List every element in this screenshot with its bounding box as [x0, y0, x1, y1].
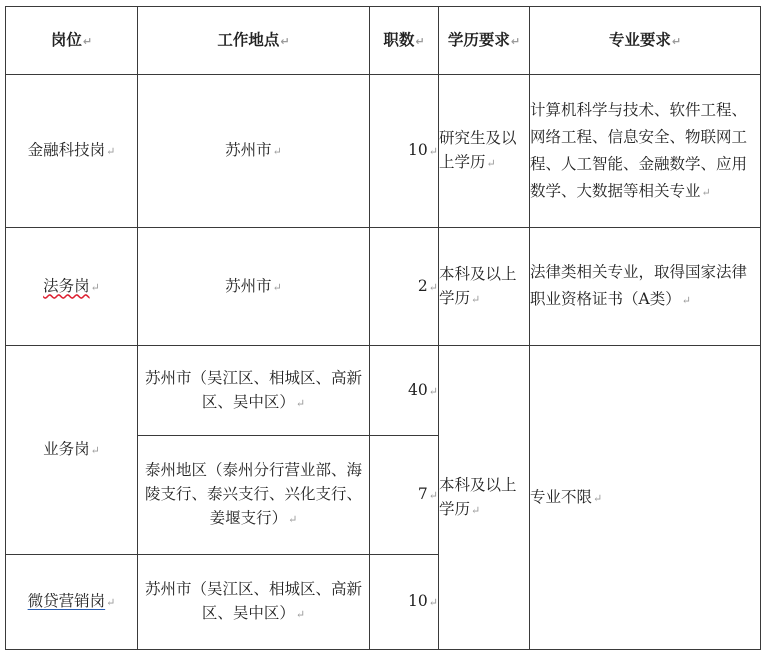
- cell-count: 7↵: [370, 436, 439, 555]
- paragraph-mark: ↵: [593, 491, 603, 505]
- paragraph-mark: ↵: [90, 444, 100, 457]
- recruitment-table: [5, 6, 761, 650]
- paragraph-mark: ↵: [415, 34, 425, 48]
- cell-location: 苏州市↵: [138, 228, 370, 346]
- paragraph-mark: ↵: [428, 145, 438, 158]
- cell-count: 40↵: [370, 346, 439, 436]
- cell-major: 专业不限↵: [530, 346, 761, 650]
- cell-position: 法务岗↵: [6, 228, 138, 346]
- cell-major: 法律类相关专业，取得国家法律职业资格证书（A类）↵: [530, 228, 761, 346]
- paragraph-mark: ↵: [510, 34, 521, 48]
- table-row: [6, 346, 761, 436]
- paragraph-mark: ↵: [428, 384, 438, 398]
- header-location: 工作地点↵: [138, 7, 370, 75]
- header-education: 学历要求↵: [439, 7, 530, 75]
- paragraph-mark: ↵: [106, 596, 116, 609]
- table-row: [6, 75, 761, 228]
- paragraph-mark: ↵: [701, 185, 711, 199]
- table-row: [6, 228, 761, 346]
- header-row: [6, 7, 761, 75]
- paragraph-mark: ↵: [272, 145, 282, 158]
- paragraph-mark: ↵: [82, 34, 93, 48]
- cell-education: 本科及以上学历↵: [439, 346, 530, 650]
- cell-position: 微贷营销岗↵: [6, 555, 138, 650]
- cell-location: 苏州市（吴江区、相城区、高新区、吴中区）↵: [138, 555, 370, 650]
- paragraph-mark: ↵: [428, 489, 438, 502]
- paragraph-mark: ↵: [428, 596, 438, 609]
- paragraph-mark: ↵: [272, 280, 282, 294]
- paragraph-mark: ↵: [681, 294, 691, 307]
- cell-location: 泰州地区（泰州分行营业部、海陵支行、泰兴支行、兴化支行、姜堰支行）↵: [138, 436, 370, 555]
- cell-count: 10↵: [370, 75, 439, 228]
- cell-position: 金融科技岗↵: [6, 75, 138, 228]
- paragraph-mark: ↵: [471, 292, 481, 306]
- cell-count: 2↵: [370, 228, 439, 346]
- paragraph-mark: ↵: [288, 513, 298, 526]
- paragraph-mark: ↵: [295, 396, 306, 410]
- paragraph-mark: ↵: [486, 157, 496, 170]
- paragraph-mark: ↵: [428, 280, 438, 294]
- cell-count: 10↵: [370, 555, 439, 650]
- header-position: 岗位↵: [6, 7, 138, 75]
- cell-position: 业务岗↵: [6, 346, 138, 555]
- paragraph-mark: ↵: [106, 145, 116, 158]
- paragraph-mark: ↵: [471, 503, 481, 517]
- header-count: 职数↵: [370, 7, 439, 75]
- cell-education: 本科及以上学历↵: [439, 228, 530, 346]
- paragraph-mark: ↵: [280, 34, 290, 48]
- cell-education: 研究生及以上学历↵: [439, 75, 530, 228]
- paragraph-mark: ↵: [671, 34, 682, 48]
- paragraph-mark: ↵: [90, 280, 100, 294]
- paragraph-mark: ↵: [295, 608, 306, 621]
- header-major: 专业要求↵: [530, 7, 761, 75]
- cell-major: 计算机科学与技术、软件工程、网络工程、信息安全、物联网工程、人工智能、金融数学、应用数学、大数据等相关专业↵: [530, 75, 761, 228]
- cell-location: 苏州市↵: [138, 75, 370, 228]
- cell-location: 苏州市（吴江区、相城区、高新区、吴中区）↵: [138, 346, 370, 436]
